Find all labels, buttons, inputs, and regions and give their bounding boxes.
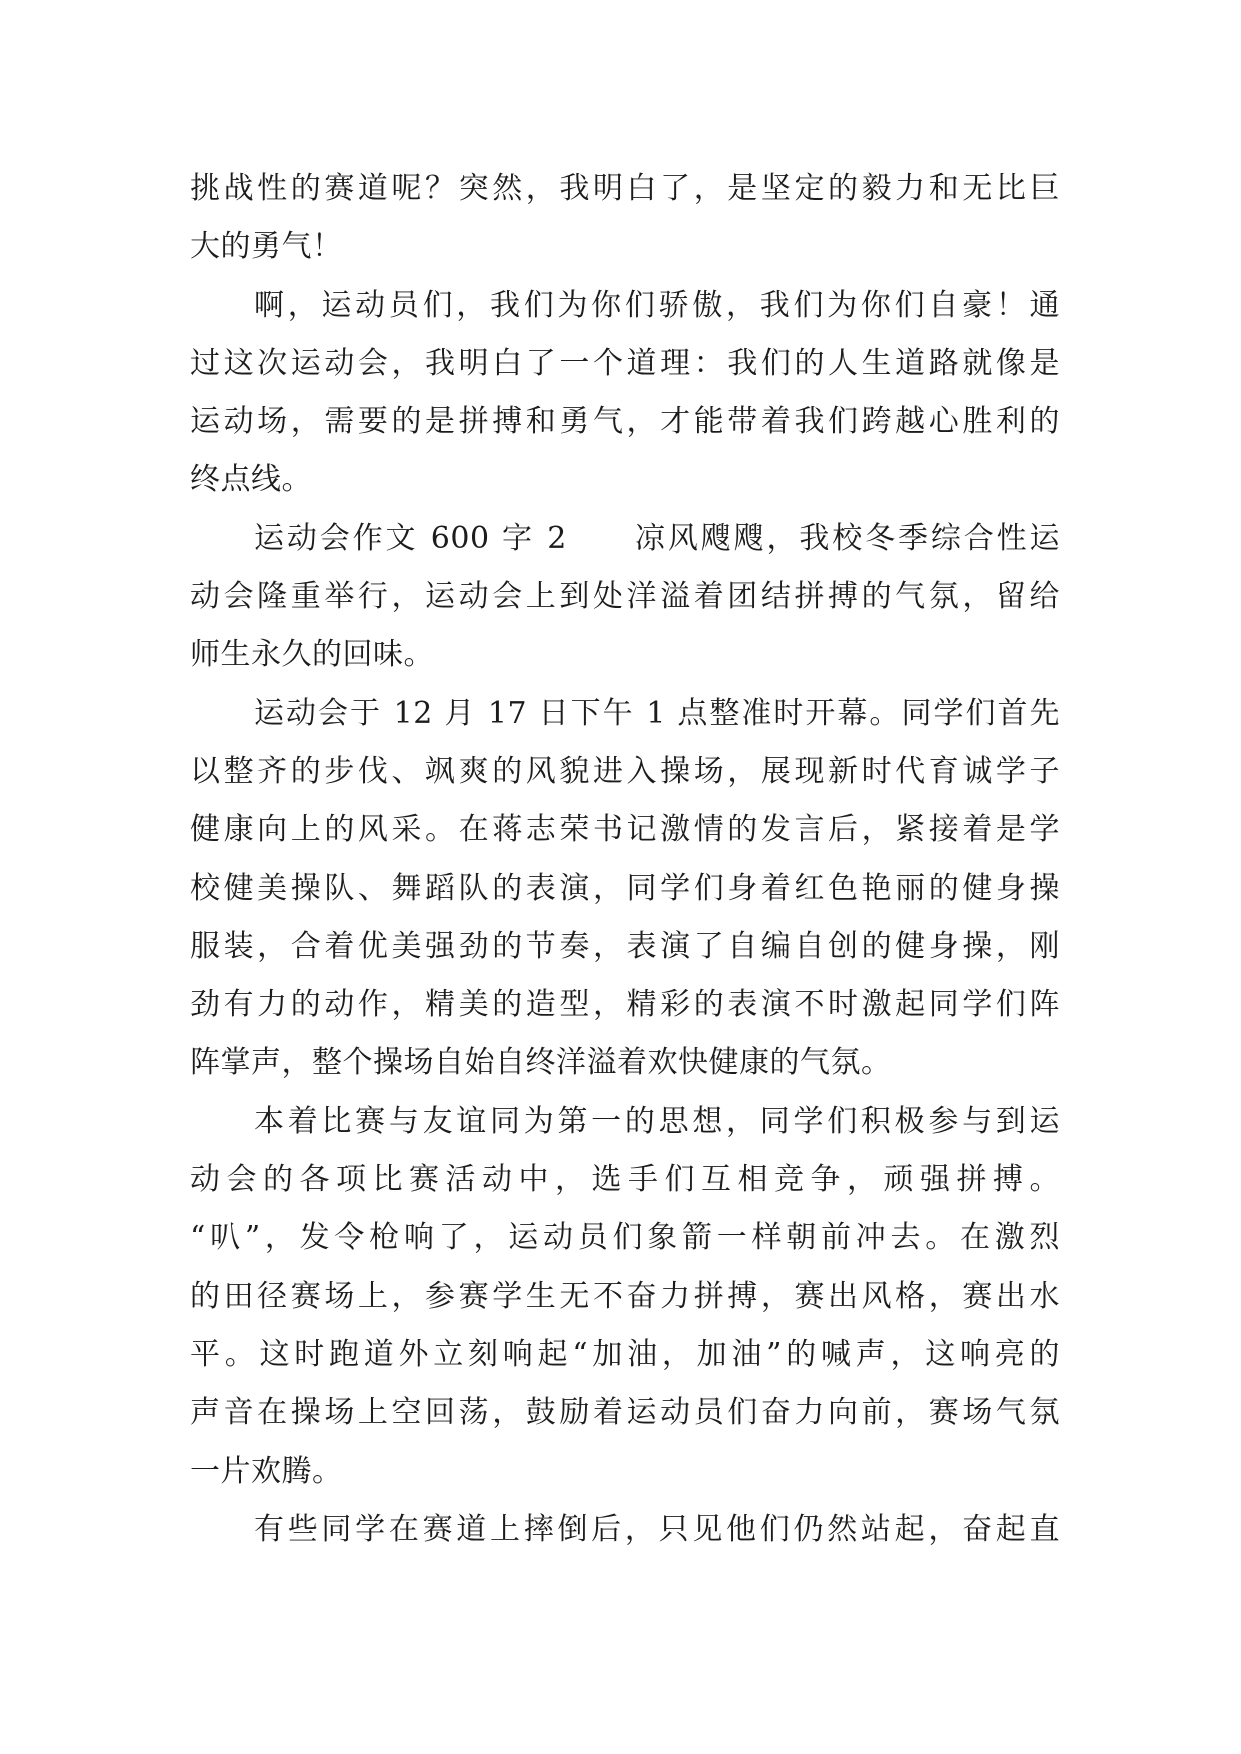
- text-line: 以整齐的步伐、飒爽的风貌进入操场，展现新时代育诚学子: [190, 753, 1060, 789]
- text-line: 一片欢腾。: [190, 1453, 343, 1489]
- text-line: 健康向上的风采。在蒋志荣书记激情的发言后，紧接着是学: [190, 812, 1060, 848]
- text-line: 挑战性的赛道呢？突然，我明白了，是坚定的毅力和无比巨: [190, 171, 1060, 206]
- text-line: 服装，合着优美强劲的节奏，表演了自编自创的健身操，刚: [190, 928, 1060, 964]
- text-line: 终点线。: [190, 462, 312, 498]
- text-line: 运动场，需要的是拼搏和勇气，才能带着我们跨越心胜利的: [190, 404, 1060, 440]
- document-body: [190, 160, 1060, 1559]
- paragraph-start-line: 运动会作文 600 字 2 凉风飕飕，我校冬季综合性运: [254, 520, 1060, 556]
- text-line: 的田径赛场上，参赛学生无不奋力拼搏，赛出风格，赛出水: [190, 1278, 1060, 1314]
- text-line: 过这次运动会，我明白了一个道理：我们的人生道路就像是: [190, 345, 1060, 381]
- text-line: 阵掌声，整个操场自始自终洋溢着欢快健康的气氛。: [190, 1045, 892, 1081]
- text-line: 大的勇气！: [190, 229, 343, 265]
- text-line: “叭”，发令枪响了，运动员们象箭一样朝前冲去。在激烈: [190, 1220, 1060, 1256]
- paragraph-start-line: 啊，运动员们，我们为你们骄傲，我们为你们自豪！通: [254, 287, 1060, 323]
- text-line: 校健美操队、舞蹈队的表演，同学们身着红色艳丽的健身操: [190, 870, 1060, 906]
- text-line: 动会的各项比赛活动中，选手们互相竞争，顽强拼搏。: [190, 1162, 1060, 1198]
- paragraph-start-line: 本着比赛与友谊同为第一的思想，同学们积极参与到运: [254, 1103, 1060, 1139]
- text-line: 师生永久的回味。: [190, 637, 434, 673]
- text-line: 平。这时跑道外立刻响起“加油，加油”的喊声，这响亮的: [190, 1336, 1060, 1372]
- paragraph-start-line: 运动会于 12 月 17 日下午 1 点整准时开幕。同学们首先: [254, 695, 1060, 731]
- paragraph-start-line: 有些同学在赛道上摔倒后，只见他们仍然站起，奋起直: [254, 1511, 1060, 1547]
- text-line: 劲有力的动作，精美的造型，精彩的表演不时激起同学们阵: [190, 987, 1060, 1023]
- text-line: 动会隆重举行，运动会上到处洋溢着团结拼搏的气氛，留给: [190, 579, 1060, 615]
- text-line: 声音在操场上空回荡，鼓励着运动员们奋力向前，赛场气氛: [190, 1395, 1060, 1431]
